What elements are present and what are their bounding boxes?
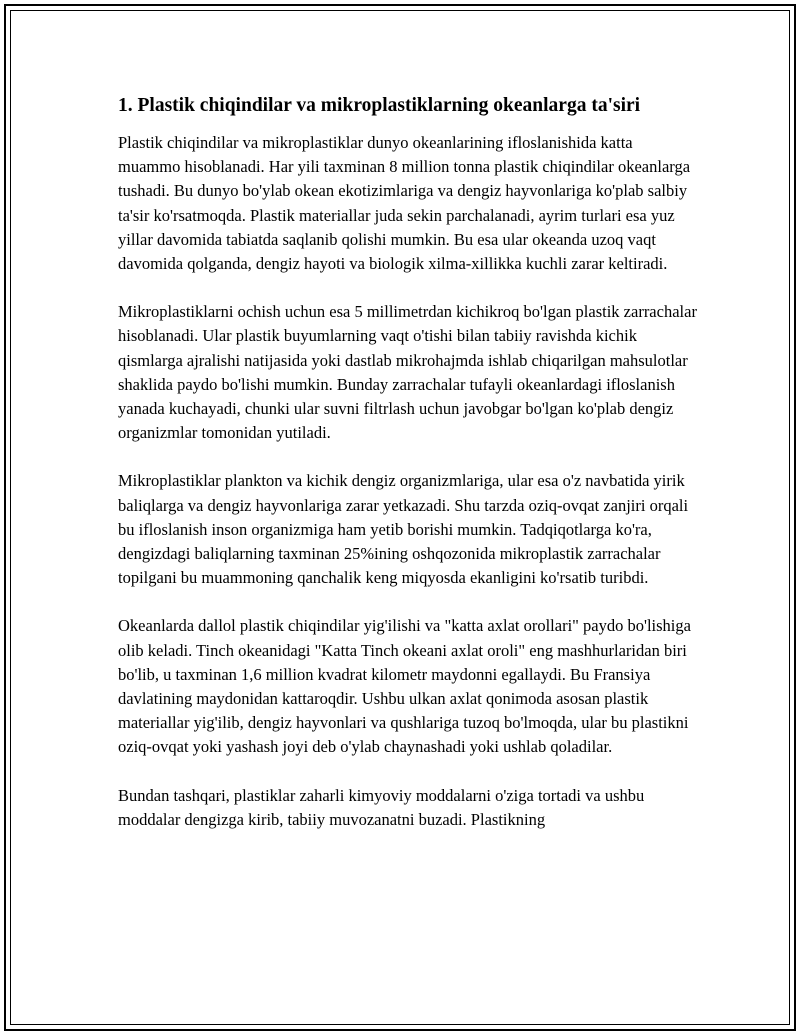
document-body (118, 92, 698, 856)
paragraph-1: Plastik chiqindilar va mikroplastiklar dunyo okeanlarining ifloslanishida katta muammo hisoblanadi. Har yili taxminan 8 million tonna plastik chiqindilar okeanlarga tushadi. Bu dunyo bo'ylab okean ekotizimlariga va dengiz hayvonlariga ko'plab salbiy ta'sir ko'rsatmoqda. Plastik materiallar juda sekin parchalanadi, ayrim turlari esa yuz yillar davomida tabiatda saqlanib qolishi mumkin. Bu esa ular okeanda uzoq vaqt davomida qolganda, dengiz hayoti va biologik xilma-xillikka kuchli zarar keltiradi. (118, 133, 691, 274)
section-heading: 1. Plastik chiqindilar va mikroplastiklarning okeanlarga ta'siri (118, 95, 641, 116)
paragraph-4: Okeanlarda dallol plastik chiqindilar yig'ilishi va "katta axlat orollari" paydo bo'lishiga olib keladi. Tinch okeanidagi "Katta Tinch okeani axlat oroli" eng mashhurlaridan biri bo'lib, u taxminan 1,6 million kvadrat kilometr maydonni egallaydi. Bu Fransiya davlatining maydonidan kattaroqdir. Ushbu ulkan axlat qonimoda asosan plastik materiallar yig'ilib, dengiz hayvonlari va qushlariga tuzoq bo'lmoqda, ular bu plastikni oziq-ovqat yoki yashash joyi deb o'ylab chaynashadi yoki ushlab qoladilar. (118, 616, 691, 757)
paragraph-5: Bundan tashqari, plastiklar zaharli kimyoviy moddalarni o'ziga tortadi va ushbu moddalar dengizga kirib, tabiiy muvozanatni buzadi. Plastikning (118, 785, 645, 829)
paragraph-2: Mikroplastiklarni ochish uchun esa 5 millimetrdan kichikroq bo'lgan plastik zarrachalar hisoblanadi. Ular plastik buyumlarning vaqt o'tishi bilan tabiiy ravishda kichik qismlarga ajralishi natijasida yoki dastlab mikrohajmda ishlab chiqarilgan mahsulotlar shaklida paydo bo'lishi mumkin. Bunday zarrachalar tufayli okeanlardagi ifloslanish yanada kuchayadi, chunki ular suvni filtrlash uchun javobgar bo'lgan ko'plab dengiz organizmlar tomonidan yutiladi. (118, 302, 697, 443)
paragraph-3: Mikroplastiklar plankton va kichik dengiz organizmlariga, ular esa o'z navbatida yirik baliqlarga va dengiz hayvonlariga zarar yetkazadi. Shu tarzda oziq-ovqat zanjiri orqali bu ifloslanish inson organizmiga ham yetib borishi mumkin. Tadqiqotlarga ko'ra, dengizdagi baliqlarning taxminan 25%ining oshqozonida mikroplastik zarrachalar topilgani bu muammoning qanchalik keng miqyosda ekanligini ko'rsatib turibdi. (118, 471, 689, 588)
